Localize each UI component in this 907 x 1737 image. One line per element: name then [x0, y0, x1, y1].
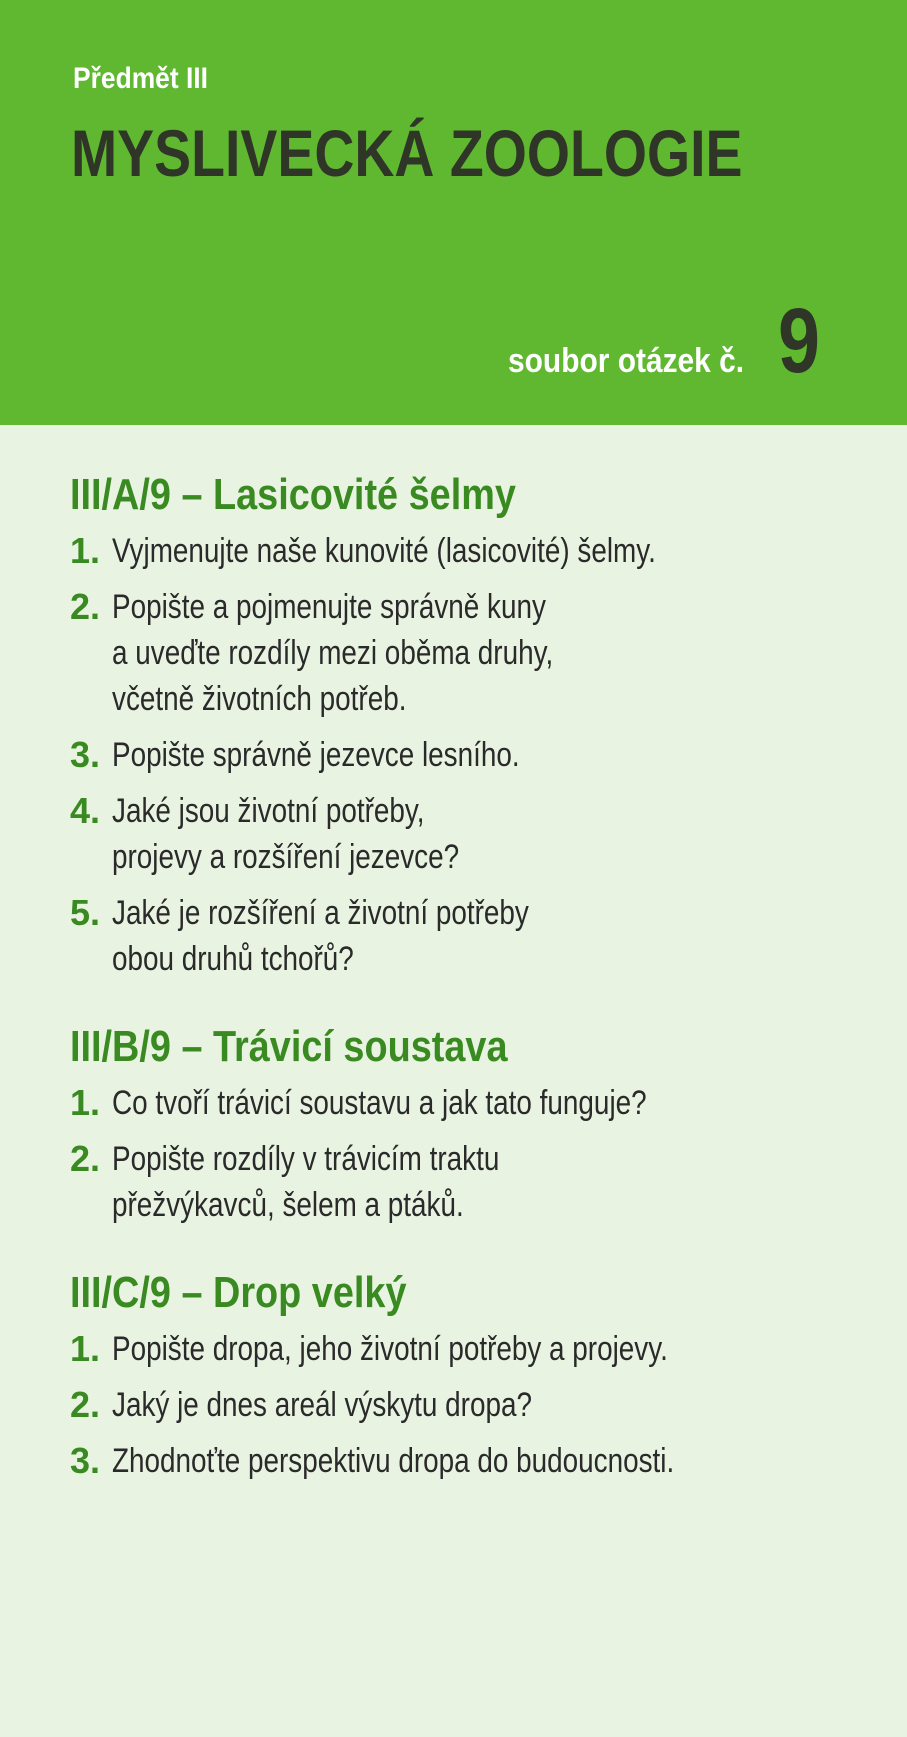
question-item [70, 528, 890, 574]
sections-container [70, 470, 890, 1524]
question-number: 3. [70, 1440, 101, 1481]
section-title: III/A/9 – Lasicovité šelmy [70, 470, 516, 519]
question-text: Co tvoří trávicí soustavu a jak tato funguje? [112, 1084, 647, 1122]
question-text: Popište rozdíly v trávicím traktu přežvýkavců, šelem a ptáků. [112, 1140, 500, 1224]
question-text: Popište dropa, jeho životní potřeby a projevy. [112, 1330, 668, 1368]
question-number: 1. [70, 530, 101, 571]
question-item [70, 1080, 890, 1126]
question-item [70, 788, 890, 880]
question-set-label: soubor otázek č. [508, 342, 745, 380]
question-text: Popište správně jezevce lesního. [112, 736, 520, 774]
section-b [70, 1022, 890, 1228]
question-text: Zhodnoťte perspektivu dropa do budoucnosti. [112, 1442, 675, 1480]
question-item [70, 890, 890, 982]
question-number: 2. [70, 586, 101, 627]
question-item [70, 732, 890, 778]
question-list [70, 1326, 890, 1484]
question-set-number: 9 [778, 290, 820, 392]
section-title: III/B/9 – Trávicí soustava [70, 1022, 508, 1071]
question-text: Vyjmenujte naše kunovité (lasicovité) šelmy. [112, 532, 656, 570]
question-number: 4. [70, 790, 101, 831]
question-item [70, 1136, 890, 1228]
question-text: Jaké je rozšíření a životní potřeby obou druhů tchořů? [112, 894, 529, 978]
question-item [70, 1382, 890, 1428]
question-number: 5. [70, 892, 101, 933]
question-number: 1. [70, 1082, 101, 1123]
question-number: 2. [70, 1138, 101, 1179]
question-number: 1. [70, 1328, 101, 1369]
question-list [70, 528, 890, 982]
header-band [0, 0, 907, 425]
question-list [70, 1080, 890, 1228]
page-title: MYSLIVECKÁ ZOOLOGIE [71, 116, 743, 190]
question-item [70, 584, 890, 722]
question-item [70, 1438, 890, 1484]
question-text: Jaké jsou životní potřeby, projevy a rozšíření jezevce? [112, 792, 460, 876]
question-text: Jaký je dnes areál výskytu dropa? [112, 1386, 532, 1424]
question-text: Popište a pojmenujte správně kuny a uveďte rozdíly mezi oběma druhy, včetně životních potřeb. [112, 588, 554, 718]
subject-label: Předmět III [73, 62, 208, 95]
question-number: 3. [70, 734, 101, 775]
section-title: III/C/9 – Drop velký [70, 1268, 407, 1317]
section-c [70, 1268, 890, 1484]
question-number: 2. [70, 1384, 101, 1425]
question-item [70, 1326, 890, 1372]
section-a [70, 470, 890, 982]
